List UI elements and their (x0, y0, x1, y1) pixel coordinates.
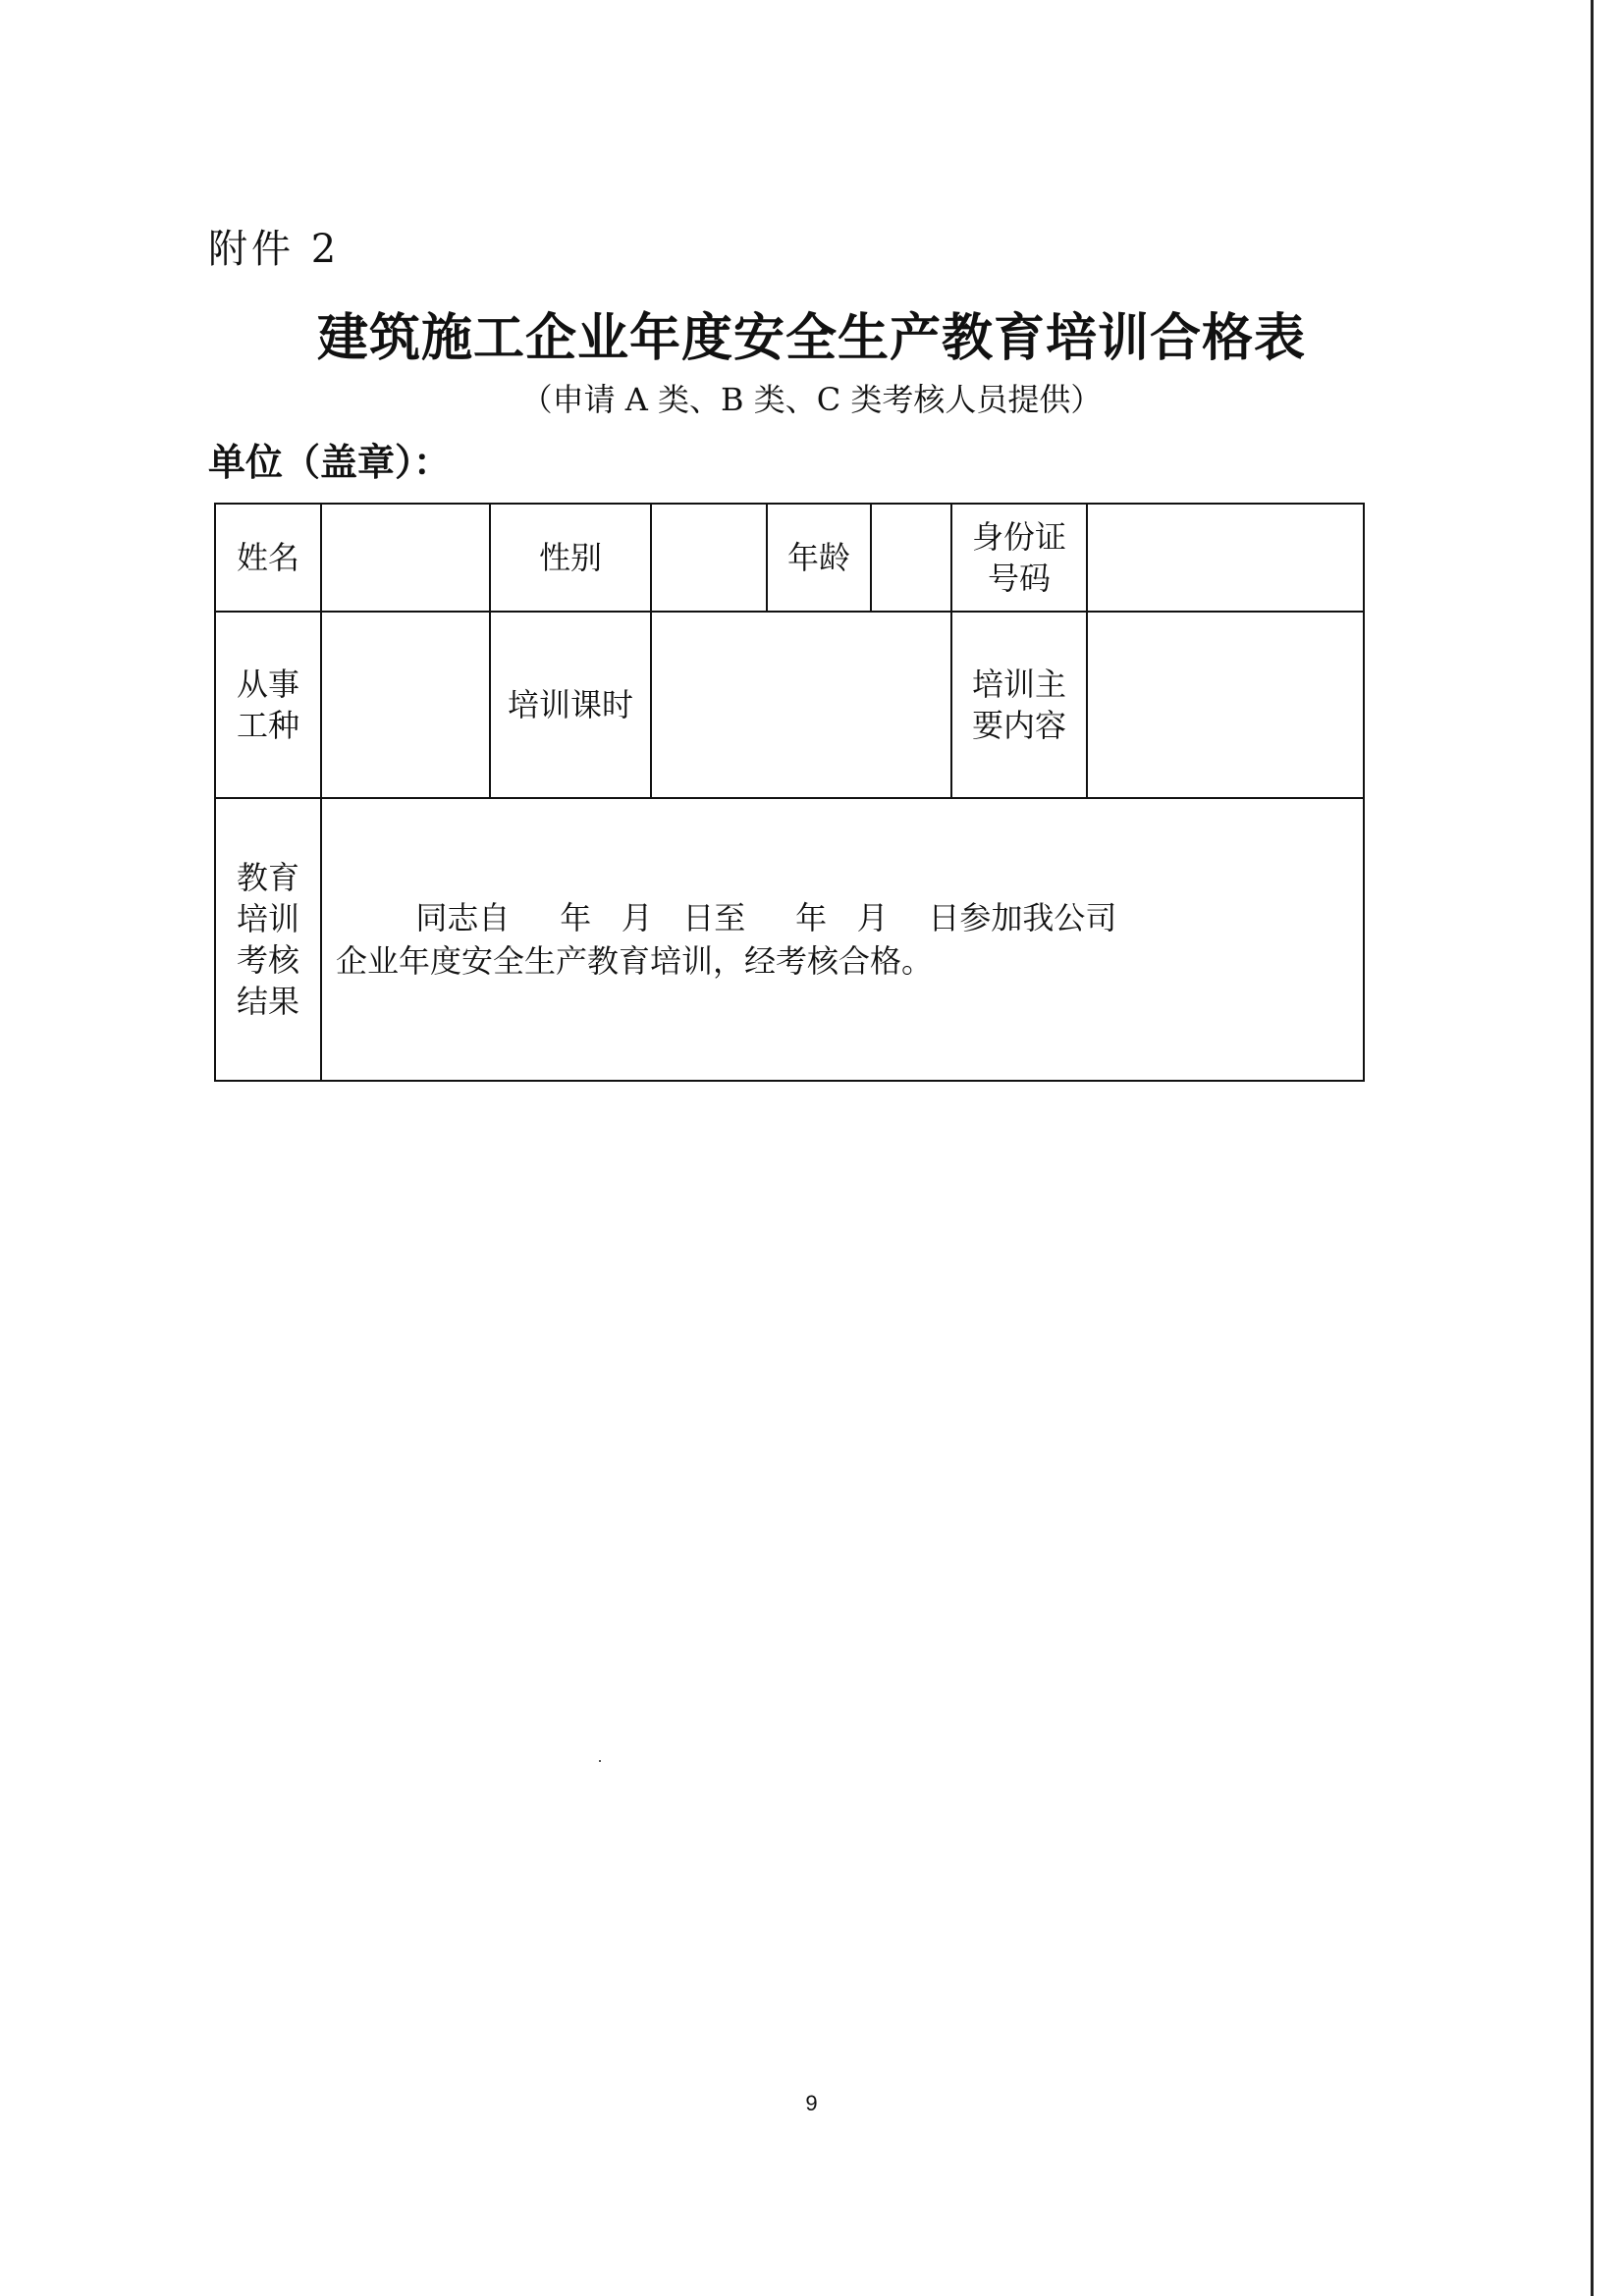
unit-seal-label: 单位（盖章）： (208, 440, 452, 484)
result-statement-line2: 企业年度安全生产教育培训，经考核合格。 (336, 942, 934, 980)
page-subtitle: （申请 A 类、B 类、C 类考核人员提供） (520, 381, 1103, 418)
attachment-label: 附件 2 (208, 227, 341, 272)
result-label-line3: 考核 (236, 941, 299, 979)
page-title: 建筑施工企业年度安全生产教育培训合格表 (316, 308, 1306, 368)
gender-field[interactable] (651, 504, 767, 612)
result-label-line4: 结果 (236, 983, 299, 1020)
id-number-label-line1: 身份证 (971, 518, 1066, 556)
training-form-table (214, 503, 1365, 1082)
result-statement[interactable] (321, 798, 1364, 1081)
scan-dot-mark (599, 1760, 601, 1762)
result-label (215, 798, 321, 1081)
form-row-training (215, 612, 1364, 798)
form-row-personal (215, 504, 1364, 612)
id-number-label-line2: 号码 (987, 560, 1051, 597)
age-label: 年龄 (767, 504, 871, 612)
training-hours-field[interactable] (651, 612, 951, 798)
name-label: 姓名 (215, 504, 321, 612)
page-number: 9 (805, 2091, 818, 2115)
training-content-field[interactable] (1087, 612, 1364, 798)
job-type-label-line1: 从事 (236, 666, 299, 703)
training-content-label (951, 612, 1087, 798)
gender-label: 性别 (490, 504, 651, 612)
job-type-field[interactable] (321, 612, 490, 798)
id-number-field[interactable] (1087, 504, 1364, 612)
job-type-label-line2: 工种 (236, 707, 299, 744)
result-label-line1: 教育 (236, 859, 299, 896)
form-row-result (215, 798, 1364, 1081)
training-content-label-line2: 要内容 (971, 707, 1066, 744)
job-type-label (215, 612, 321, 798)
age-field[interactable] (871, 504, 951, 612)
name-field[interactable] (321, 504, 490, 612)
result-label-line2: 培训 (236, 900, 299, 937)
id-number-label (951, 504, 1087, 612)
result-statement-line1: 同志自 年 月 日至 年 月 日参加我公司 (336, 899, 1117, 936)
training-hours-label: 培训课时 (490, 612, 651, 798)
training-content-label-line1: 培训主 (971, 666, 1066, 703)
